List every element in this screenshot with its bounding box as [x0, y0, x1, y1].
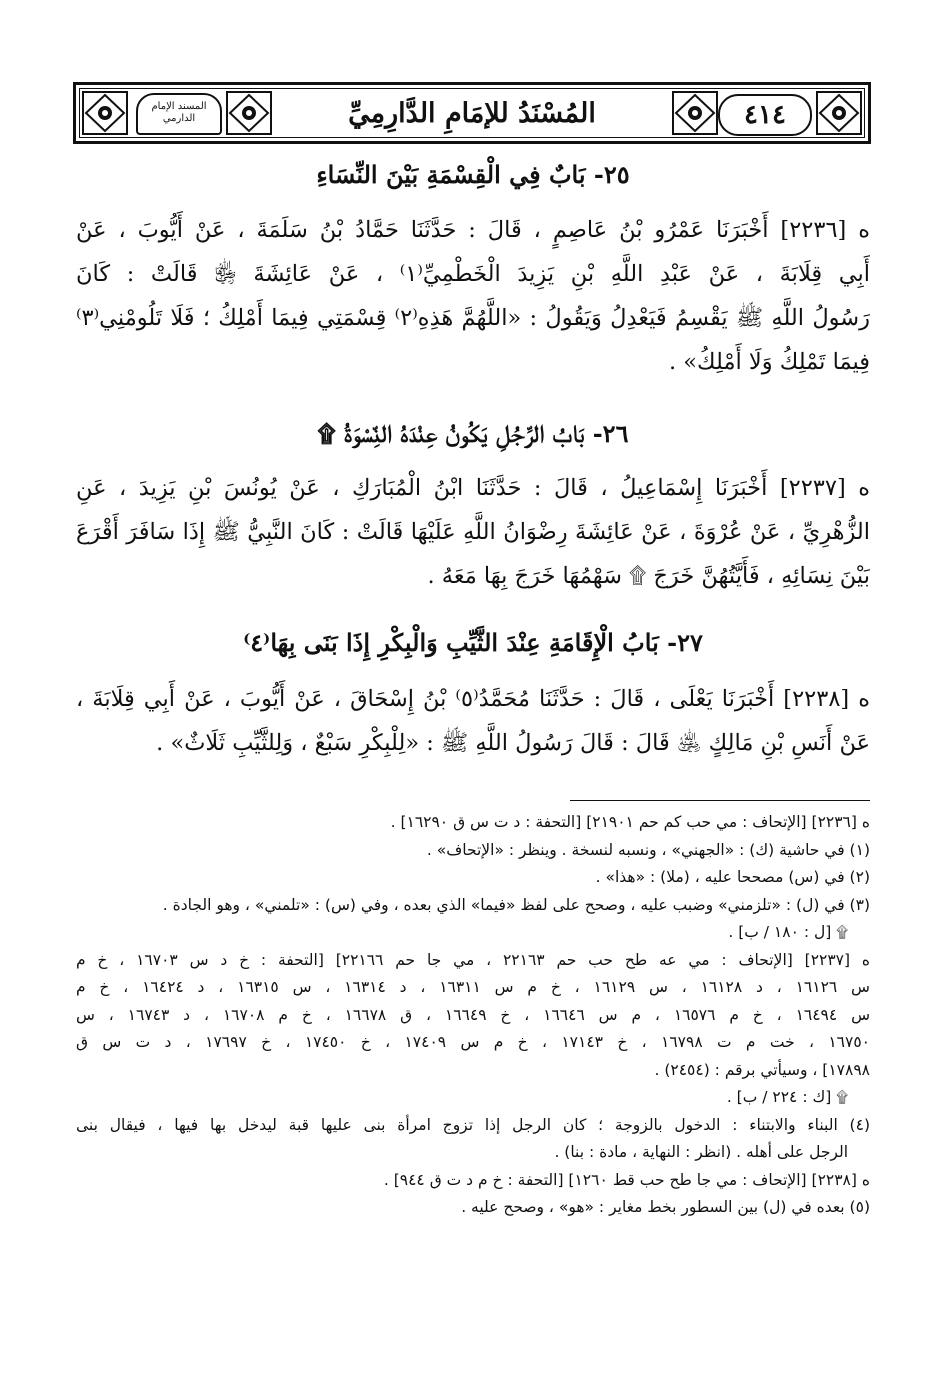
footnote-line: ۩ [ك : ٢٢٤ / ب] .: [726, 1088, 848, 1106]
chapter-heading: ٢٥- بَابٌ فِي الْقِسْمَةِ بَيْنَ النِّسَاءِ: [316, 160, 630, 189]
text-line: فِيمَا تَمْلِكُ وَلَا أَمْلِكُ» .: [668, 349, 870, 375]
text-line: بَيْنَ نِسَائِهِ ، فَأَيَّتُهُنَّ خَرَجَ ۩ سَهْمُهَا خَرَجَ بِهَا مَعَهُ .: [427, 563, 870, 589]
hadith-2236: [76, 208, 870, 384]
logo-text: المسند الإمام الدارمي: [151, 101, 207, 124]
text-line: ه [٢٢٣٦] أَخْبَرَنَا عَمْرُو بْنُ عَاصِمٍ ، قَالَ : حَدَّثَنَا حَمَّادُ بْنُ سَلَمَةَ ، عَنْ أَيُّوبَ ، عَنْ: [76, 217, 870, 243]
footnote-line: (٣) في (ل) : «تلزمني» وضبب عليه ، وصحح على لفظ «فيما» الذي بعده ، وفي (س) : «تلمني» ، وهو الجادة .: [162, 895, 870, 914]
footnote-separator: [570, 800, 870, 801]
footnote-line: (٤) البناء والابتناء : الدخول بالزوجة ؛ كان الرجل إذا تزوج امرأة بنى عليها قبة ليدخل بها فيها ، فيقال بنى: [76, 1115, 870, 1134]
text-line: الزُّهْرِيِّ ، عَنْ عُرْوَةَ ، عَنْ عَائِشَةَ رِضْوَانُ اللَّهِ عَلَيْهَا قَالَتْ : كَانَ النَّبِيُّ ﷺ إِذَا سَافَرَ أَقْرَعَ: [76, 519, 870, 545]
hadith-2238: [76, 677, 870, 765]
ornament-icon: [82, 91, 128, 135]
publisher-logo: [136, 93, 222, 135]
footnote-line: ه [٢٢٣٧] [الإتحاف : مي عه طح حب حم ٢٢١٦٣ ، مي جا حم ٢٢١٦٦] [التحفة : خ د س ١٦٧٠٣ ، خ م: [76, 950, 870, 969]
footnote-line: (١) في حاشية (ك) : «الجهني» ، ونسبه لنسخة . وينظر : «الإتحاف» .: [426, 840, 870, 859]
footnote-line: ه [٢٢٣٨] [الإتحاف : مي جا طح حب قط ١٢٦٠] [التحفة : خ م د ت ق ٩٤٤] .: [383, 1170, 870, 1189]
ornament-icon: [672, 91, 718, 135]
footnote-line: ١٦٧٥٠ ، خت م ت ١٦٧٩٨ ، خ ١٧١٤٣ ، خ م س ١٧٤٠٩ ، خ ١٧٤٥٠ ، خ ١٧٦٩٧ ، د ت س ق: [76, 1033, 870, 1051]
page-number: ٤١٤: [718, 94, 812, 136]
page-header: [73, 82, 871, 144]
footnote-line: (٥) بعده في (ل) بين السطور بخط مغاير : «هو» ، وصحح عليه .: [461, 1198, 870, 1216]
text-line: ه [٢٢٣٧] أَخْبَرَنَا إِسْمَاعِيلُ ، قَالَ : حَدَّثَنَا ابْنُ الْمُبَارَكِ ، عَنْ يُونُسَ بْنِ يَزِيدَ ، عَنِ: [76, 475, 870, 501]
ornament-icon: [816, 91, 862, 135]
footnote-line: الرجل على أهله . (انظر : النهاية ، مادة : بنا) .: [554, 1143, 848, 1161]
footnote-line: ۩ [ل : ١٨٠ / ب] .: [728, 923, 848, 941]
chapter-heading: ٢٦- بَابُ الرَّجُلِ يَكُونُ عِنْدَهُ النِّسْوَةُ ۩: [317, 419, 629, 448]
footnote-line: س ١٦١٢٦ ، د ١٦١٢٨ ، س ١٦١٢٩ ، خ م س ١٦٣١١ ، د ١٦٣١٤ ، س ١٦٣١٥ ، د ١٦٤٢٤ ، خ م: [76, 978, 870, 996]
footnotes: [76, 809, 870, 1222]
text-line: أَبِي قِلَابَةَ ، عَنْ عَبْدِ اللَّهِ بْنِ يَزِيدَ الْخَطْمِيِّ⁽١⁾ ، عَنْ عَائِشَةَ ﵂ قَالَتْ : كَانَ: [76, 261, 870, 287]
footnote-line: (٢) في (س) مصححا عليه ، (ملا) : «هذا» .: [595, 868, 870, 886]
ornament-icon: [226, 91, 272, 135]
footnote-line: س ١٦٤٩٤ ، خ م ١٦٥٧٦ ، م س ١٦٦٤٦ ، خ ١٦٦٤٩ ، ق ١٦٦٧٨ ، خ م ١٦٧٠٨ ، د ١٦٧٤٣ ، س: [76, 1005, 870, 1024]
text-line: رَسُولُ اللَّهِ ﷺ يَقْسِمُ فَيَعْدِلُ وَيَقُولُ : «اللَّهُمَّ هَذِهِ⁽٢⁾ قِسْمَتِي فِيمَا أَمْلِكُ ؛ فَلَا تَلُومْنِي⁽٣⁾: [76, 305, 870, 331]
footnote-line: ه [٢٢٣٦] [الإتحاف : مي حب كم حم ٢١٩٠١] [التحفة : د ت س ق ١٦٢٩٠] .: [390, 813, 870, 831]
text-line: عَنْ أَنَسِ بْنِ مَالِكٍ ﵁ قَالَ : قَالَ رَسُولُ اللَّهِ ﷺ : «لِلْبِكْرِ سَبْعٌ ، وَلِلثَّيِّبِ ثَلَاثٌ» .: [156, 730, 870, 756]
hadith-2237: [76, 466, 870, 598]
footnote-line: ١٧٨٩٨] ، وسيأتي برقم : (٢٤٥٤) .: [654, 1060, 870, 1079]
book-title: المُسْنَدُ للإمَامِ الدَّارِمِيِّ: [348, 98, 596, 129]
chapter-heading: ٢٧- بَابُ الْإِقَامَةِ عِنْدَ الثَّيِّبِ وَالْبِكْرِ إِذَا بَنَى بِهَا⁽٤⁾: [243, 628, 703, 657]
text-line: ه [٢٢٣٨] أَخْبَرَنَا يَعْلَى ، قَالَ : حَدَّثَنَا مُحَمَّدُ⁽٥⁾ بْنُ إِسْحَاقَ ، عَنْ أَيُّوبَ ، عَنْ أَبِي قِلَابَةَ ،: [76, 686, 870, 712]
